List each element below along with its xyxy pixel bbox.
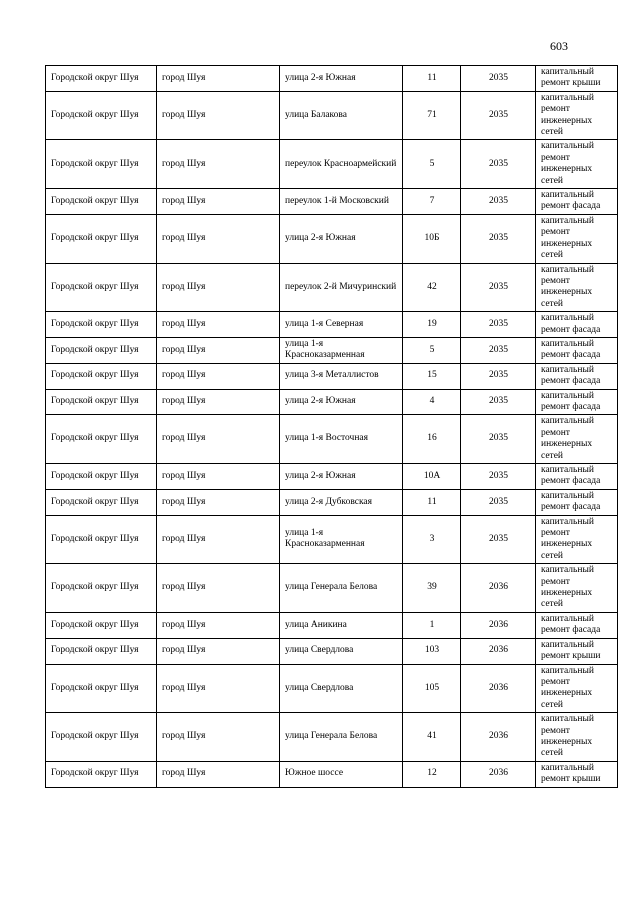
street-cell: Южное шоссе [280,761,403,787]
year-cell: 2035 [461,312,536,338]
year-cell: 2035 [461,363,536,389]
table-row [46,140,618,189]
table-row [46,312,618,338]
house-number-cell: 5 [403,140,461,189]
district-cell: Городской округ Шуя [46,415,157,464]
city-cell: город Шуя [157,415,280,464]
district-cell: Городской округ Шуя [46,312,157,338]
district-cell: Городской округ Шуя [46,389,157,415]
street-cell: улица Свердлова [280,664,403,713]
year-cell: 2036 [461,713,536,762]
district-cell: Городской округ Шуя [46,337,157,363]
house-number-cell: 15 [403,363,461,389]
work-type-cell: капитальный ремонт крыши [536,638,618,664]
work-type-cell: капитальный ремонт инженерных сетей [536,214,618,263]
district-cell: Городской округ Шуя [46,91,157,140]
table-row [46,638,618,664]
table-row [46,214,618,263]
district-cell: Городской округ Шуя [46,761,157,787]
work-type-cell: капитальный ремонт фасада [536,337,618,363]
table-row [46,363,618,389]
work-type-cell: капитальный ремонт фасада [536,363,618,389]
street-cell: улица 2-я Южная [280,214,403,263]
house-number-cell: 3 [403,515,461,564]
year-cell: 2035 [461,489,536,515]
work-type-cell: капитальный ремонт фасада [536,612,618,638]
street-cell: улица 2-я Дубковская [280,489,403,515]
house-number-cell: 10Б [403,214,461,263]
work-type-cell: капитальный ремонт фасада [536,189,618,215]
city-cell: город Шуя [157,363,280,389]
city-cell: город Шуя [157,263,280,312]
year-cell: 2036 [461,761,536,787]
district-cell: Городской округ Шуя [46,214,157,263]
table-row [46,761,618,787]
house-number-cell: 1 [403,612,461,638]
street-cell: улица 1-я Северная [280,312,403,338]
city-cell: город Шуя [157,389,280,415]
house-number-cell: 16 [403,415,461,464]
house-number-cell: 42 [403,263,461,312]
district-cell: Городской округ Шуя [46,515,157,564]
year-cell: 2035 [461,337,536,363]
city-cell: город Шуя [157,464,280,490]
district-cell: Городской округ Шуя [46,464,157,490]
work-type-cell: капитальный ремонт фасада [536,389,618,415]
year-cell: 2035 [461,515,536,564]
page-number: 603 [550,39,568,53]
house-number-cell: 7 [403,189,461,215]
street-cell: улица Свердлова [280,638,403,664]
table-row [46,337,618,363]
table-row [46,489,618,515]
house-number-cell: 39 [403,564,461,613]
table-row [46,612,618,638]
street-cell: переулок 1-й Московский [280,189,403,215]
street-cell: улица 2-я Южная [280,66,403,92]
table-row [46,713,618,762]
district-cell: Городской округ Шуя [46,638,157,664]
city-cell: город Шуя [157,638,280,664]
house-number-cell: 12 [403,761,461,787]
house-number-cell: 103 [403,638,461,664]
district-cell: Городской округ Шуя [46,664,157,713]
city-cell: город Шуя [157,664,280,713]
table-row [46,91,618,140]
district-cell: Городской округ Шуя [46,713,157,762]
year-cell: 2035 [461,464,536,490]
work-type-cell: капитальный ремонт инженерных сетей [536,140,618,189]
street-cell: улица 3-я Металлистов [280,363,403,389]
house-number-cell: 11 [403,489,461,515]
table-row [46,515,618,564]
work-type-cell: капитальный ремонт фасада [536,464,618,490]
street-cell: переулок Красноармейский [280,140,403,189]
street-cell: улица 1-я Восточная [280,415,403,464]
year-cell: 2035 [461,66,536,92]
district-cell: Городской округ Шуя [46,612,157,638]
year-cell: 2036 [461,564,536,613]
city-cell: город Шуя [157,140,280,189]
house-number-cell: 11 [403,66,461,92]
street-cell: улица Генерала Белова [280,713,403,762]
table-row [46,664,618,713]
street-cell: улица Балакова [280,91,403,140]
year-cell: 2036 [461,612,536,638]
district-cell: Городской округ Шуя [46,489,157,515]
year-cell: 2035 [461,91,536,140]
table-row [46,415,618,464]
city-cell: город Шуя [157,612,280,638]
table-row [46,564,618,613]
city-cell: город Шуя [157,515,280,564]
work-type-cell: капитальный ремонт инженерных сетей [536,564,618,613]
city-cell: город Шуя [157,66,280,92]
street-cell: улица 2-я Южная [280,464,403,490]
table-row [46,389,618,415]
city-cell: город Шуя [157,564,280,613]
work-type-cell: капитальный ремонт инженерных сетей [536,515,618,564]
year-cell: 2036 [461,664,536,713]
year-cell: 2035 [461,140,536,189]
house-number-cell: 4 [403,389,461,415]
district-cell: Городской округ Шуя [46,140,157,189]
year-cell: 2035 [461,389,536,415]
house-number-cell: 71 [403,91,461,140]
table-row [46,189,618,215]
year-cell: 2035 [461,263,536,312]
street-cell: улица Генерала Белова [280,564,403,613]
house-number-cell: 105 [403,664,461,713]
street-cell: улица Аникина [280,612,403,638]
street-cell: переулок 2-й Мичуринский [280,263,403,312]
table-row [46,66,618,92]
street-cell: улица 1-я Красноказарменная [280,337,403,363]
house-number-cell: 10А [403,464,461,490]
work-type-cell: капитальный ремонт инженерных сетей [536,713,618,762]
city-cell: город Шуя [157,214,280,263]
city-cell: город Шуя [157,91,280,140]
table-row [46,263,618,312]
district-cell: Городской округ Шуя [46,263,157,312]
work-type-cell: капитальный ремонт инженерных сетей [536,415,618,464]
table-body [46,66,618,788]
street-cell: улица 1-я Красноказарменная [280,515,403,564]
work-type-cell: капитальный ремонт инженерных сетей [536,91,618,140]
year-cell: 2036 [461,638,536,664]
repair-schedule-table [45,65,618,788]
city-cell: город Шуя [157,713,280,762]
district-cell: Городской округ Шуя [46,66,157,92]
district-cell: Городской округ Шуя [46,189,157,215]
house-number-cell: 41 [403,713,461,762]
street-cell: улица 2-я Южная [280,389,403,415]
work-type-cell: капитальный ремонт инженерных сетей [536,664,618,713]
city-cell: город Шуя [157,189,280,215]
house-number-cell: 5 [403,337,461,363]
work-type-cell: капитальный ремонт крыши [536,66,618,92]
city-cell: город Шуя [157,312,280,338]
district-cell: Городской округ Шуя [46,564,157,613]
year-cell: 2035 [461,214,536,263]
work-type-cell: капитальный ремонт крыши [536,761,618,787]
work-type-cell: капитальный ремонт фасада [536,312,618,338]
year-cell: 2035 [461,415,536,464]
work-type-cell: капитальный ремонт фасада [536,489,618,515]
city-cell: город Шуя [157,761,280,787]
work-type-cell: капитальный ремонт инженерных сетей [536,263,618,312]
city-cell: город Шуя [157,489,280,515]
table-row [46,464,618,490]
house-number-cell: 19 [403,312,461,338]
district-cell: Городской округ Шуя [46,363,157,389]
year-cell: 2035 [461,189,536,215]
city-cell: город Шуя [157,337,280,363]
